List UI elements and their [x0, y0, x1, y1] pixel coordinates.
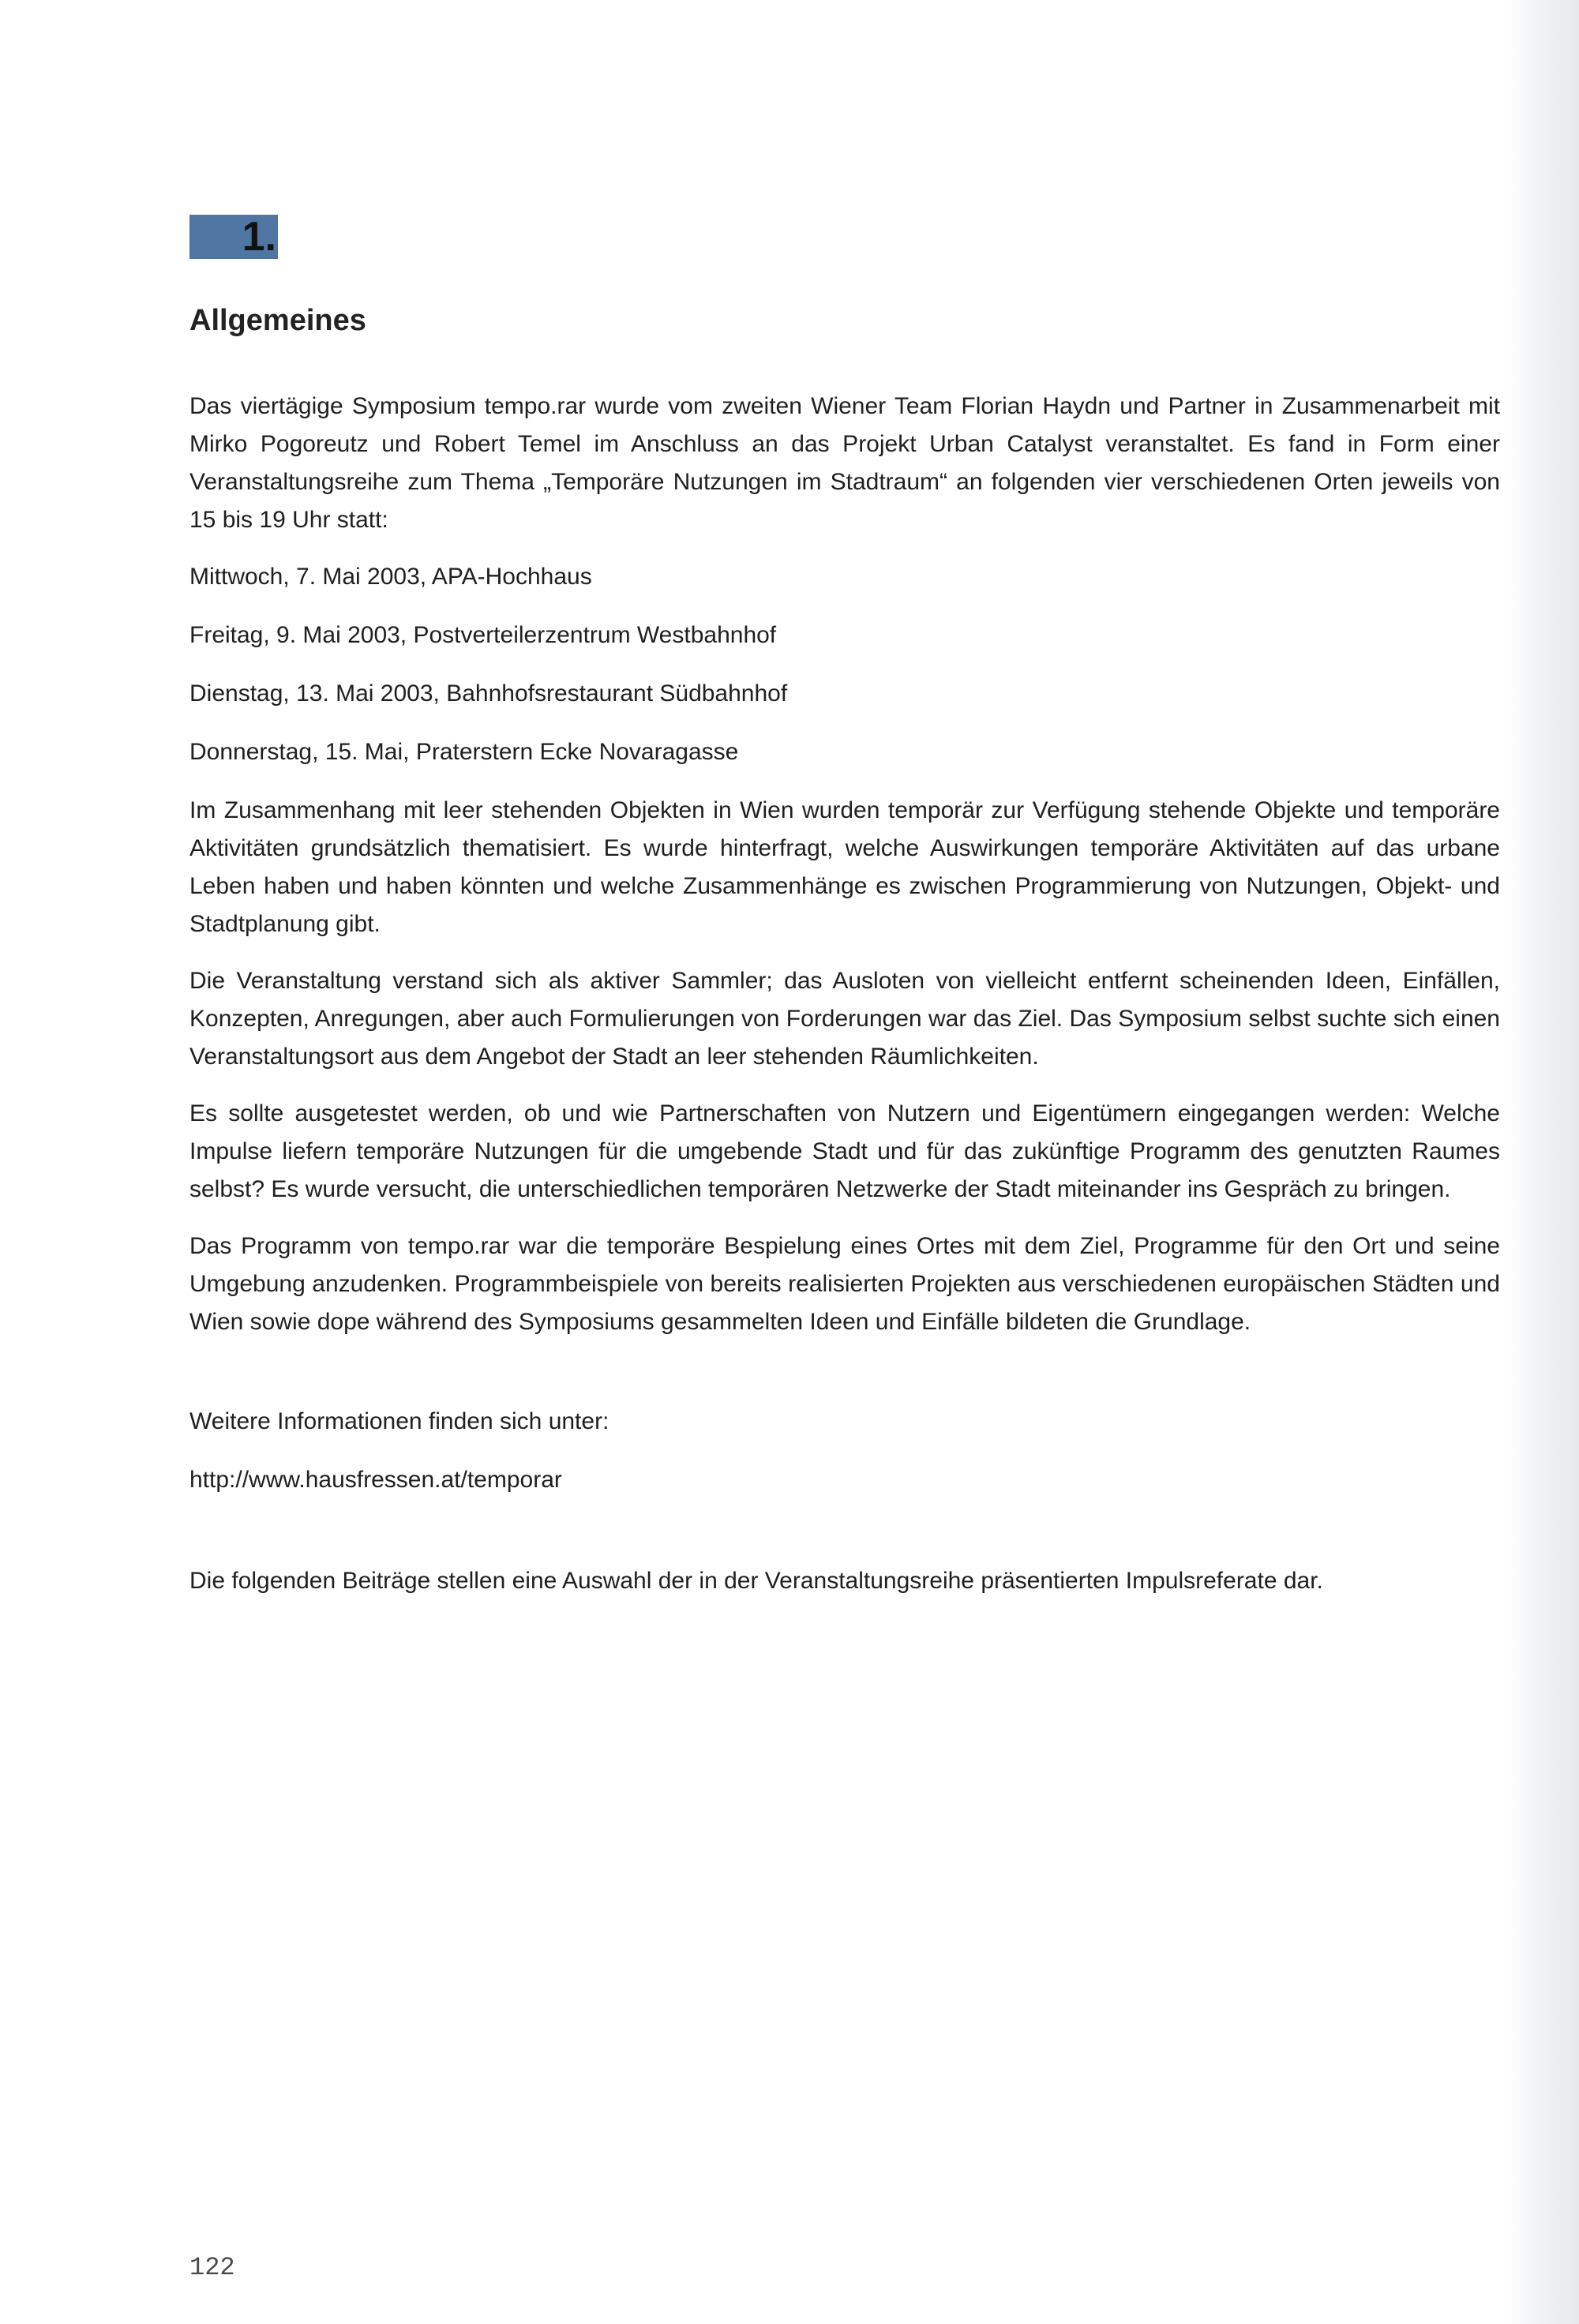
spacer: [189, 1520, 1500, 1562]
section-title: Allgemeines: [189, 304, 366, 337]
spacer: [189, 1360, 1500, 1403]
section-number-badge: 1.: [189, 215, 278, 259]
date-item: Mittwoch, 7. Mai 2003, APA-Hochhaus: [189, 564, 592, 590]
paragraph-intro: Das viertägige Symposium tempo.rar wurde vom zweiten Wiener Team Florian Haydn und Partner in Zusammenarbeit mit Mirko Pogoreutz und Robert Temel im Anschluss an das Projekt Urban Catalyst veranstaltet. Es fand in Form einer Veranstaltungsreihe zum Thema „Temporäre Nutzungen im Stadtraum“ an folgenden vier verschiedenen Orten jeweils von 15 bis 19 Uhr statt:: [189, 393, 1500, 534]
closing-text: Die folgenden Beiträge stellen eine Auswahl der in der Veranstaltungsreihe präsentierten Impulsreferate dar.: [189, 1568, 1323, 1595]
paragraph-partnerships: Es sollte ausgetestet werden, ob und wie Partnerschaften von Nutzern und Eigentümern eingegangen werden: Welche Impulse liefern temporäre Nutzungen für die umgebende Stadt und für das zukünftige Programm des genutzten Raumes selbst? Es wurde versucht, die unterschiedlichen temporären Netzwerke der Stadt miteinander ins Gespräch zu bringen.: [189, 1100, 1500, 1203]
paragraph-collector: Die Veranstaltung verstand sich als aktiver Sammler; das Ausloten von vielleicht entfernt scheinenden Ideen, Einfällen, Konzepten, Anregungen, aber auch Formulierungen von Forderungen war das Ziel. Das Symposium selbst suchte sich einen Veranstaltungsort aus dem Angebot der Stadt an leer stehenden Räumlichkeiten.: [189, 968, 1500, 1070]
page-number: 122: [189, 2253, 235, 2282]
more-info-link[interactable]: http://www.hausfressen.at/temporar: [189, 1467, 562, 1494]
more-info-label: Weitere Informationen finden sich unter:: [189, 1408, 609, 1435]
paragraph-program: Das Programm von tempo.rar war die temporäre Bespielung eines Ortes mit dem Ziel, Programme für den Ort und seine Umgebung anzudenken. Programmbeispiele von bereits realisierten Projekten aus verschiedenen europäischen Städten und Wien sowie dope während des Symposiums gesammelten Ideen und Einfälle bildeten die Grundlage.: [189, 1233, 1500, 1336]
page-content: [189, 302, 1500, 1621]
page-edge-shadow: [1508, 0, 1579, 2324]
date-item: Dienstag, 13. Mai 2003, Bahnhofsrestaurant Südbahnhof: [189, 680, 788, 707]
date-item: Freitag, 9. Mai 2003, Postverteilerzentrum Westbahnhof: [189, 622, 777, 649]
date-item: Donnerstag, 15. Mai, Praterstern Ecke Novaragasse: [189, 739, 739, 766]
paragraph-context: Im Zusammenhang mit leer stehenden Objekten in Wien wurden temporär zur Verfügung stehende Objekte und temporäre Aktivitäten grundsätzlich thematisiert. Es wurde hinterfragt, welche Auswirkungen temporäre Aktivitäten auf das urbane Leben haben und haben könnten und welche Zusammenhänge es zwischen Programmierung von Nutzungen, Objekt- und Stadtplanung gibt.: [189, 797, 1500, 938]
